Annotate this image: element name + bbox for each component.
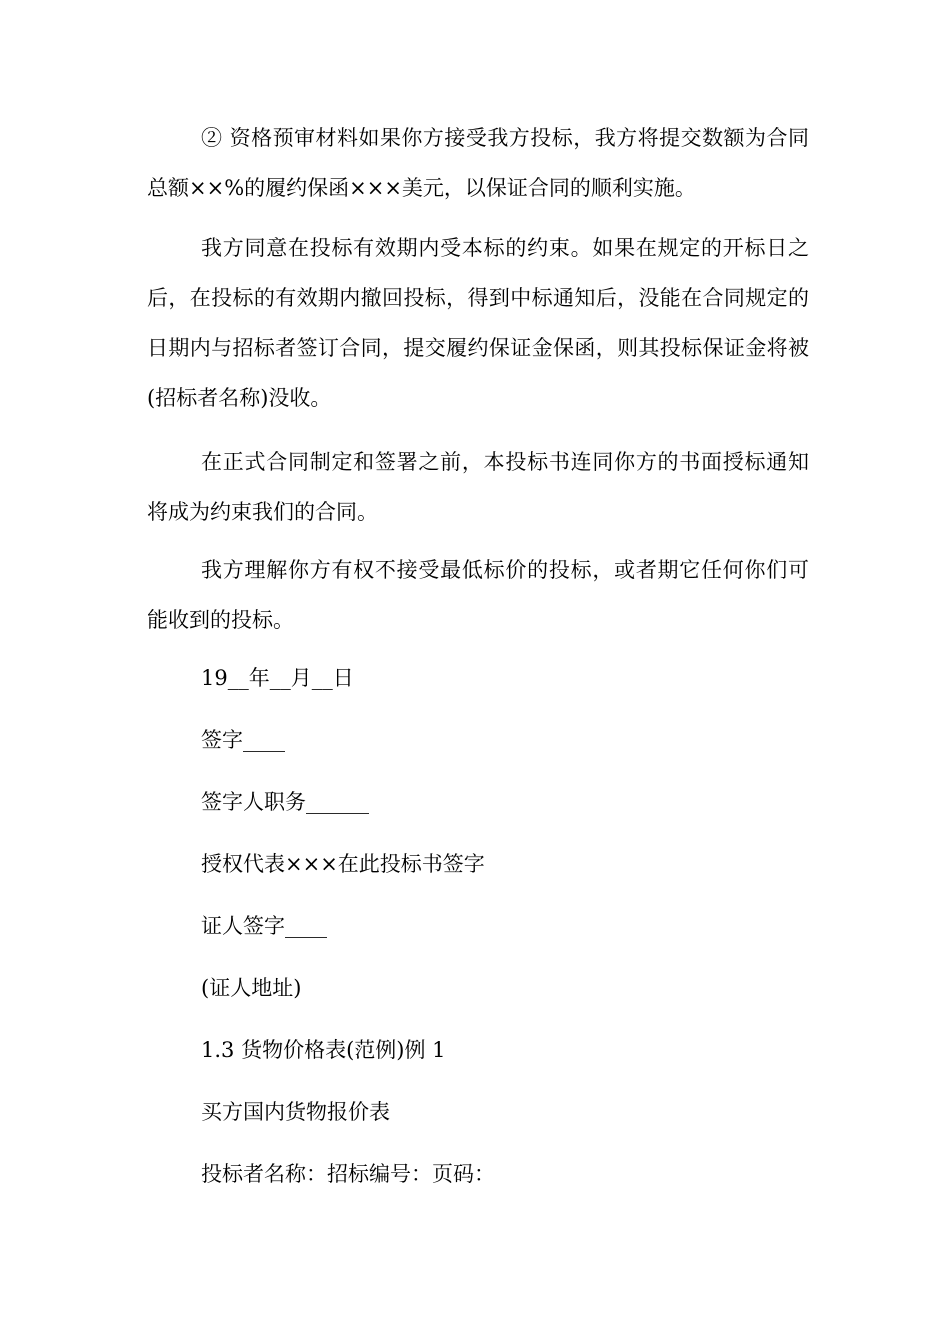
witness-address-line: (证人地址)	[201, 976, 302, 1000]
witness-signature-line: 证人签字____	[201, 914, 327, 938]
paragraph-lowest-bid: 我方理解你方有权不接受最低标价的投标，或者期它任何你们可能收到的投标。	[147, 558, 809, 632]
bidder-info-line: 投标者名称：招标编号：页码：	[201, 1162, 495, 1186]
authorized-rep-line: 授权代表×××在此投标书签字	[201, 852, 485, 876]
section-heading: 1.3 货物价格表(范例)例 1	[201, 1038, 446, 1062]
table-title: 买方国内货物报价表	[201, 1100, 390, 1124]
paragraph-performance-guarantee: ② 资格预审材料如果你方接受我方投标，我方将提交数额为合同总额××%的履约保函×××美元，以保证合同的顺利实施。	[147, 126, 809, 200]
paragraph-contract-binding: 在正式合同制定和签署之前，本投标书连同你方的书面授标通知将成为约束我们的合同。	[147, 450, 809, 524]
signature-line: 签字____	[201, 728, 285, 752]
paragraph-bid-validity: 我方同意在投标有效期内受本标的约束。如果在规定的开标日之后，在投标的有效期内撤回投标，得到中标通知后，没能在合同规定的日期内与招标者签订合同，提交履约保证金保函，则其投标保证金将被(招标者名称)没收。	[147, 236, 809, 410]
date-line: 19__年__月__日	[201, 666, 354, 690]
signer-title-line: 签字人职务______	[201, 790, 369, 814]
